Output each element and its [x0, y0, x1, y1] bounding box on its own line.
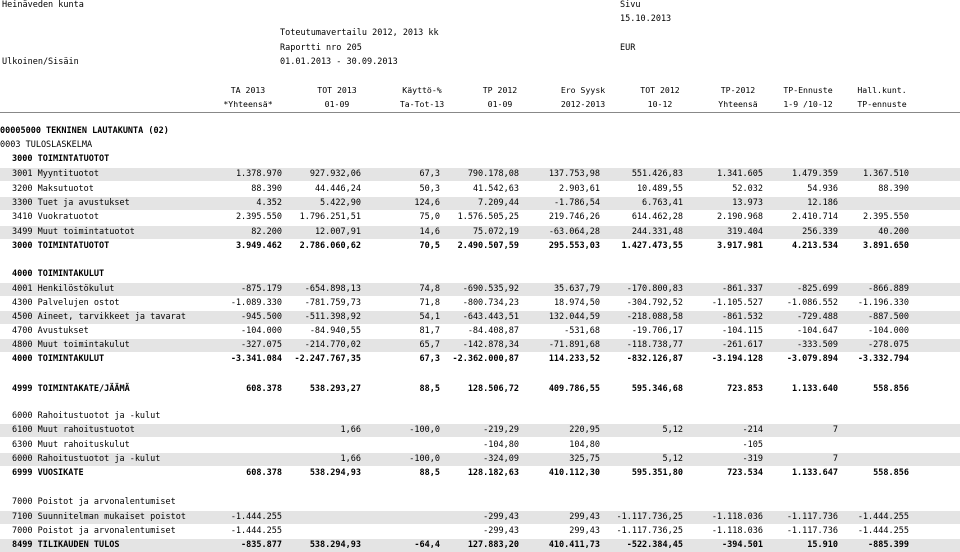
cell-col-7: 1.133.647	[791, 468, 838, 478]
row-label: 4700 Avustukset	[12, 326, 89, 336]
cell-col-1: -781.759,73	[304, 298, 361, 308]
cell-col-6: -214	[742, 425, 763, 435]
cell-col-8: 558.856	[873, 384, 909, 394]
table-row	[0, 383, 960, 396]
cell-col-4: 137.753,98	[548, 169, 600, 179]
column-header-sub-1: 01-09	[324, 99, 350, 109]
cell-col-6: -861.337	[722, 284, 763, 294]
row-label: 8499 TILIKAUDEN TULOS	[12, 540, 120, 550]
cell-col-4: 104,80	[569, 440, 600, 450]
cell-col-8: 1.367.510	[862, 169, 909, 179]
cell-col-6: 3.917.981	[716, 241, 763, 251]
cell-col-8: -3.332.794	[857, 354, 909, 364]
cell-col-4: 35.637,79	[553, 284, 600, 294]
cell-col-5: -1.117.736,25	[616, 526, 683, 536]
cell-col-2: 124,6	[414, 198, 440, 208]
cell-col-6: -1.118.036	[711, 512, 763, 522]
column-header-top-3: TP 2012	[482, 85, 518, 95]
cell-col-4: 2.903,61	[559, 184, 600, 194]
table-row	[0, 339, 960, 352]
cell-col-7: 15.910	[807, 540, 838, 550]
cell-col-3: 1.576.505,25	[457, 212, 519, 222]
cell-col-0: -104.000	[241, 326, 282, 336]
unit-heading: 00005000 TEKNINEN LAUTAKUNTA (02)	[0, 126, 169, 136]
cell-col-8: 3.891.650	[862, 241, 909, 251]
table-row	[0, 183, 960, 196]
cell-col-4: 219.746,26	[548, 212, 600, 222]
cell-col-5: -1.117.736,25	[616, 512, 683, 522]
column-header-top-5: TOT 2012	[640, 85, 680, 95]
cell-col-2: 81,7	[419, 326, 440, 336]
cell-col-0: -1.444.255	[230, 512, 282, 522]
cell-col-1: 1.796.251,51	[299, 212, 361, 222]
cell-col-2: -100,0	[409, 454, 440, 464]
cell-col-5: -118.738,77	[626, 340, 683, 350]
cell-col-0: -945.500	[241, 312, 282, 322]
cell-col-2: -64,4	[414, 540, 440, 550]
cell-col-2: 50,3	[419, 184, 440, 194]
cell-col-0: 88.390	[251, 184, 282, 194]
cell-col-5: 614.462,28	[631, 212, 683, 222]
cell-col-1: 927.932,06	[309, 169, 361, 179]
column-header-top-4: Ero Syysk	[560, 85, 606, 95]
table-row	[0, 424, 960, 437]
report-date: 15.10.2013	[620, 14, 672, 24]
cell-col-1: 12.007,91	[314, 227, 361, 237]
cell-col-7: 7	[832, 425, 838, 435]
cell-col-0: 608.378	[246, 468, 282, 478]
cell-col-4: 18.974,50	[553, 298, 600, 308]
cell-col-8: 558.856	[873, 468, 909, 478]
cell-col-3: 128.182,63	[467, 468, 519, 478]
column-header-sub-4: 2012-2013	[560, 99, 606, 109]
cell-col-4: 325,75	[569, 454, 600, 464]
cell-col-3: 127.883,20	[467, 540, 519, 550]
cell-col-5: 6.763,41	[642, 198, 683, 208]
column-header-sub-0: *Yhteensä*	[223, 99, 273, 109]
income-section-heading: 3000 TOIMINTATUOTOT	[12, 154, 110, 164]
cell-col-7: -1.117.736	[786, 526, 838, 536]
cell-col-7: 12.186	[807, 198, 838, 208]
expense-section-heading: 4000 TOIMINTAKULUT	[12, 269, 105, 279]
cell-col-6: 52.032	[732, 184, 763, 194]
row-label: 6100 Muut rahoitustuotot	[12, 425, 135, 435]
scope-label: Ulkoinen/Sisäin	[2, 57, 79, 67]
cell-col-3: -104,80	[483, 440, 519, 450]
cell-col-7: -104.647	[797, 326, 838, 336]
table-row	[0, 211, 960, 224]
cell-col-5: 5,12	[662, 454, 683, 464]
cell-col-7: -1.117.736	[786, 512, 838, 522]
cell-col-1: 1,66	[340, 425, 361, 435]
row-label: 4001 Henkilöstökulut	[12, 284, 115, 294]
cell-col-0: 3.949.462	[235, 241, 282, 251]
table-row	[0, 539, 960, 552]
cell-col-1: 538.294,93	[309, 468, 361, 478]
cell-col-4: 295.553,03	[548, 241, 600, 251]
cell-col-3: -324,09	[483, 454, 519, 464]
cell-col-4: -1.786,54	[553, 198, 600, 208]
row-label: 4000 TOIMINTAKULUT	[12, 354, 105, 364]
cell-col-5: -218.088,58	[626, 312, 683, 322]
cell-col-3: 75.072,19	[472, 227, 519, 237]
cell-col-3: -299,43	[483, 526, 519, 536]
cell-col-5: -19.706,17	[631, 326, 683, 336]
cell-col-8: 88.390	[878, 184, 909, 194]
cell-col-6: -3.194.128	[711, 354, 763, 364]
row-label: 6000 Rahoitustuotot ja -kulut	[12, 454, 161, 464]
cell-col-2: 75,0	[419, 212, 440, 222]
column-header-sub-6: Yhteensä	[718, 99, 758, 109]
cell-col-7: 7	[832, 454, 838, 464]
report-period: 01.01.2013 - 30.09.2013	[280, 57, 398, 67]
cell-col-3: 7.209,44	[478, 198, 519, 208]
row-label: 4500 Aineet, tarvikkeet ja tavarat	[12, 312, 186, 322]
cell-col-0: -835.877	[241, 540, 282, 550]
cell-col-0: 82.200	[251, 227, 282, 237]
row-label: 3300 Tuet ja avustukset	[12, 198, 130, 208]
cell-col-2: -100,0	[409, 425, 440, 435]
cell-col-5: 5,12	[662, 425, 683, 435]
column-header-sub-8: TP-ennuste	[857, 99, 907, 109]
cell-col-6: 723.534	[727, 468, 763, 478]
cell-col-8: -104.000	[868, 326, 909, 336]
row-label: 6999 VUOSIKATE	[12, 468, 84, 478]
cell-col-4: 220,95	[569, 425, 600, 435]
table-row	[0, 197, 960, 210]
cell-col-2: 65,7	[419, 340, 440, 350]
table-row	[0, 439, 960, 452]
cell-col-0: -875.179	[241, 284, 282, 294]
cell-col-8: -1.444.255	[857, 526, 909, 536]
cell-col-8: -885.399	[868, 540, 909, 550]
cell-col-7: -1.086.552	[786, 298, 838, 308]
cell-col-6: -104.115	[722, 326, 763, 336]
table-row	[0, 226, 960, 239]
cell-col-6: 723.853	[727, 384, 763, 394]
column-header-sub-7: 1-9 /10-12	[783, 99, 833, 109]
cell-col-3: -643.443,51	[462, 312, 519, 322]
row-label: 3001 Myyntituotot	[12, 169, 99, 179]
cell-col-6: -105	[742, 440, 763, 450]
column-header-sub-2: Ta-Tot-13	[399, 99, 445, 109]
cell-col-0: 2.395.550	[235, 212, 282, 222]
row-label: 4800 Muut toimintakulut	[12, 340, 130, 350]
table-row	[0, 453, 960, 466]
cell-col-3: -142.878,34	[462, 340, 519, 350]
cell-col-6: 319.404	[727, 227, 763, 237]
cell-col-8: -1.444.255	[857, 512, 909, 522]
row-label: 3410 Vuokratuotot	[12, 212, 99, 222]
cell-col-2: 54,1	[419, 312, 440, 322]
row-label: 4300 Palvelujen ostot	[12, 298, 120, 308]
cell-col-3: -690.535,92	[462, 284, 519, 294]
row-label: 4999 TOIMINTAKATE/JÄÄMÄ	[12, 384, 130, 394]
cell-col-1: 538.293,27	[309, 384, 361, 394]
cell-col-3: -299,43	[483, 512, 519, 522]
cell-col-7: 1.479.359	[791, 169, 838, 179]
cell-col-7: -729.488	[797, 312, 838, 322]
cell-col-1: 5.422,90	[320, 198, 361, 208]
cell-col-1: 2.786.060,62	[299, 241, 361, 251]
currency-label: EUR	[620, 43, 636, 53]
table-row	[0, 325, 960, 338]
cell-col-0: 1.378.970	[235, 169, 282, 179]
cell-col-5: 551.426,83	[631, 169, 683, 179]
row-label: 7100 Suunnitelman mukaiset poistot	[12, 512, 186, 522]
table-row	[0, 240, 960, 253]
cell-col-6: -261.617	[722, 340, 763, 350]
table-row	[0, 525, 960, 538]
cell-col-1: -84.940,55	[309, 326, 361, 336]
cell-col-3: -219,29	[483, 425, 519, 435]
cell-col-0: -1.444.255	[230, 526, 282, 536]
cell-col-6: 2.190.968	[716, 212, 763, 222]
row-label: 3200 Maksutuotot	[12, 184, 94, 194]
cell-col-3: -800.734,23	[462, 298, 519, 308]
cell-col-4: -63.064,28	[548, 227, 600, 237]
cell-col-4: -531,68	[564, 326, 600, 336]
table-row	[0, 467, 960, 480]
cell-col-8: 2.395.550	[862, 212, 909, 222]
cell-col-7: -825.699	[797, 284, 838, 294]
column-header-top-0: TA 2013	[230, 85, 266, 95]
cell-col-5: 10.489,55	[636, 184, 683, 194]
column-header-top-1: TOT 2013	[317, 85, 357, 95]
table-row	[0, 353, 960, 366]
cell-col-8: -1.196.330	[857, 298, 909, 308]
cell-col-7: 256.339	[802, 227, 838, 237]
cell-col-5: -522.384,45	[626, 540, 683, 550]
cell-col-4: 409.786,55	[548, 384, 600, 394]
cell-col-1: 44.446,24	[314, 184, 361, 194]
cell-col-8: -866.889	[868, 284, 909, 294]
cell-col-3: -84.408,87	[467, 326, 519, 336]
cell-col-6: -861.532	[722, 312, 763, 322]
cell-col-5: 595.351,80	[631, 468, 683, 478]
cell-col-8: -278.075	[868, 340, 909, 350]
column-header-sub-5: 10-12	[647, 99, 673, 109]
cell-col-5: 595.346,68	[631, 384, 683, 394]
org-name: Heinäveden kunta	[2, 0, 84, 10]
cell-col-2: 71,8	[419, 298, 440, 308]
cell-col-6: 13.973	[732, 198, 763, 208]
cell-col-1: 1,66	[340, 454, 361, 464]
column-header-top-8: Hall.kunt.	[857, 85, 907, 95]
cell-col-3: -2.362.000,87	[452, 354, 519, 364]
financial-section-heading: 6000 Rahoitustuotot ja -kulut	[12, 411, 161, 421]
depreciation-section-heading: 7000 Poistot ja arvonalentumiset	[12, 497, 176, 507]
cell-col-7: -333.509	[797, 340, 838, 350]
cell-col-6: -319	[742, 454, 763, 464]
cell-col-5: -170.800,83	[626, 284, 683, 294]
cell-col-2: 67,3	[419, 354, 440, 364]
column-header-sub-3: 01-09	[487, 99, 513, 109]
cell-col-7: 2.410.714	[791, 212, 838, 222]
cell-col-1: -511.398,92	[304, 312, 361, 322]
cell-col-2: 74,8	[419, 284, 440, 294]
cell-col-7: 54.936	[807, 184, 838, 194]
cell-col-1: -654.898,13	[304, 284, 361, 294]
cell-col-7: 4.213.534	[791, 241, 838, 251]
row-label: 6300 Muut rahoituskulut	[12, 440, 130, 450]
cell-col-3: 790.178,08	[467, 169, 519, 179]
cell-col-4: 114.233,52	[548, 354, 600, 364]
cell-col-0: 4.352	[256, 198, 282, 208]
cell-col-3: 128.506,72	[467, 384, 519, 394]
cell-col-4: 299,43	[569, 512, 600, 522]
cell-col-3: 41.542,63	[472, 184, 519, 194]
cell-col-8: 40.200	[878, 227, 909, 237]
cell-col-4: 410.112,30	[548, 468, 600, 478]
cell-col-5: -304.792,52	[626, 298, 683, 308]
cell-col-1: -2.247.767,35	[294, 354, 361, 364]
cell-col-2: 14,6	[419, 227, 440, 237]
cell-col-4: -71.891,68	[548, 340, 600, 350]
calc-heading: 0003 TULOSLASKELMA	[0, 140, 93, 150]
table-row	[0, 297, 960, 310]
cell-col-6: -1.105.527	[711, 298, 763, 308]
cell-col-5: 1.427.473,55	[621, 241, 683, 251]
table-row	[0, 311, 960, 324]
cell-col-0: -1.089.330	[230, 298, 282, 308]
column-header-top-6: TP-2012	[720, 85, 756, 95]
cell-col-0: -3.341.084	[230, 354, 282, 364]
table-row	[0, 511, 960, 524]
cell-col-1: 538.294,93	[309, 540, 361, 550]
report-title: Toteutumavertailu 2012, 2013 kk	[280, 28, 439, 38]
cell-col-6: 1.341.605	[716, 169, 763, 179]
cell-col-3: 2.490.507,59	[457, 241, 519, 251]
table-row	[0, 283, 960, 296]
page-label: Sivu	[620, 0, 641, 10]
cell-col-2: 67,3	[419, 169, 440, 179]
row-label: 3499 Muut toimintatuotot	[12, 227, 135, 237]
column-header-top-7: TP-Ennuste	[783, 85, 833, 95]
report-number: Raportti nro 205	[280, 43, 362, 53]
row-label: 3000 TOIMINTATUOTOT	[12, 241, 110, 251]
cell-col-0: -327.075	[241, 340, 282, 350]
cell-col-1: -214.770,02	[304, 340, 361, 350]
column-header-top-2: Käyttö-%	[402, 85, 442, 95]
table-row	[0, 168, 960, 181]
row-label: 7000 Poistot ja arvonalentumiset	[12, 526, 176, 536]
cell-col-5: -832.126,87	[626, 354, 683, 364]
cell-col-5: 244.331,48	[631, 227, 683, 237]
cell-col-4: 410.411,73	[548, 540, 600, 550]
cell-col-0: 608.378	[246, 384, 282, 394]
cell-col-7: 1.133.640	[791, 384, 838, 394]
cell-col-6: -1.118.036	[711, 526, 763, 536]
cell-col-6: -394.501	[722, 540, 763, 550]
cell-col-4: 132.044,59	[548, 312, 600, 322]
header-divider	[0, 112, 960, 113]
cell-col-2: 88,5	[419, 468, 440, 478]
cell-col-2: 70,5	[419, 241, 440, 251]
cell-col-4: 299,43	[569, 526, 600, 536]
cell-col-8: -887.500	[868, 312, 909, 322]
cell-col-2: 88,5	[419, 384, 440, 394]
cell-col-7: -3.079.894	[786, 354, 838, 364]
